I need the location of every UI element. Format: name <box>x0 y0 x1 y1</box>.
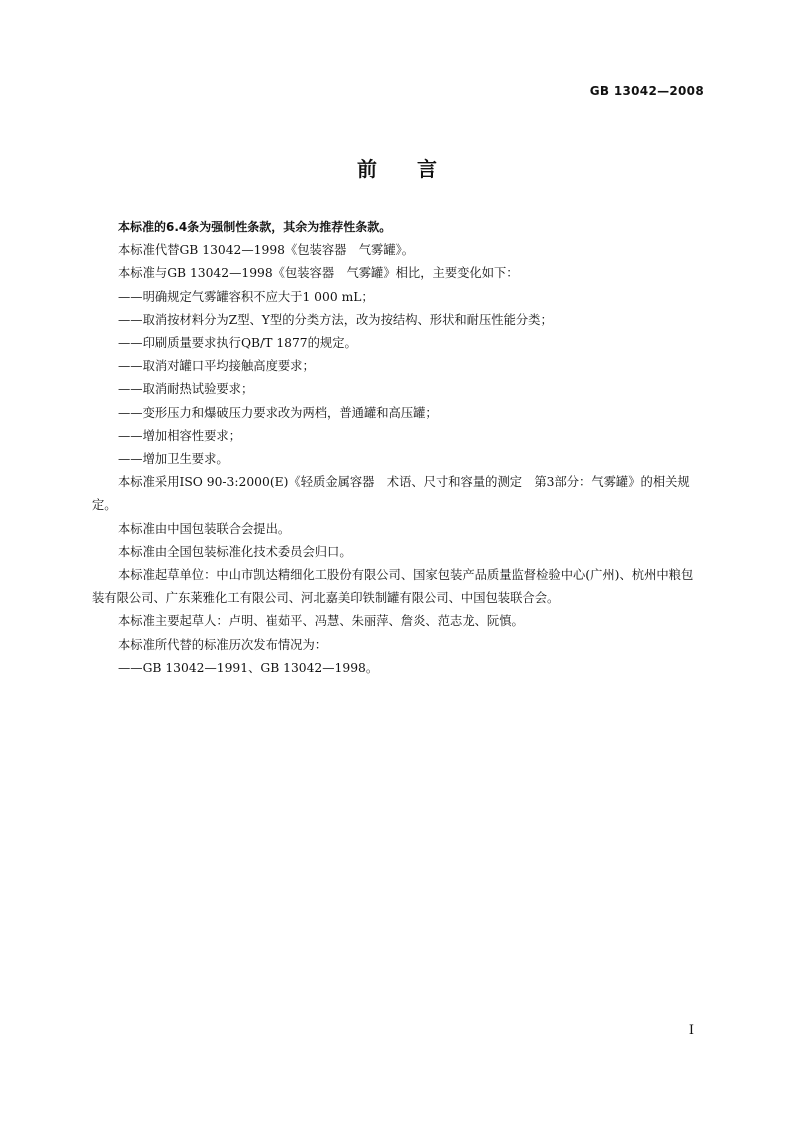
paragraph: 本标准采用ISO 90-3:2000(E)《轻质金属容器 术语、尺寸和容量的测定 第3部分：气雾罐》的相关规定。 <box>92 475 690 513</box>
paragraph: 本标准起草单位：中山市凯达精细化工股份有限公司、国家包装产品质量监督检验中心(广州)、杭州中粮包装有限公司、广东莱雅化工有限公司、河北嘉美印铁制罐有限公司、中国包装联合会。 <box>92 568 694 606</box>
change-list-item: ——增加卫生要求。 <box>118 452 229 467</box>
mandatory-clause-statement: 本标准的6.4条为强制性条款，其余为推荐性条款。 <box>118 220 392 234</box>
change-list-item: ——印刷质量要求执行QB/T 1877的规定。 <box>118 336 357 351</box>
change-list-item: ——取消按材料分为Z型、Y型的分类方法，改为按结构、形状和耐压性能分类； <box>118 312 553 327</box>
change-list-item: ——变形压力和爆破压力要求改为两档，普通罐和高压罐； <box>118 405 438 420</box>
paragraph: 本标准所代替的标准历次发布情况为： <box>118 637 328 652</box>
page-number: I <box>688 1023 694 1038</box>
superseded-list-item: ——GB 13042—1991、GB 13042—1998。 <box>118 660 379 675</box>
change-list-item: ——取消耐热试验要求； <box>118 382 254 397</box>
paragraph: 本标准主要起草人：卢明、崔茹平、冯慧、朱丽萍、詹炎、范志龙、阮慎。 <box>118 614 524 629</box>
change-list-item: ——取消对罐口平均接触高度要求； <box>118 359 315 374</box>
change-list-item: ——明确规定气雾罐容积不应大于1 000 mL； <box>118 289 374 304</box>
paragraph: 本标准由全国包装标准化技术委员会归口。 <box>118 544 352 559</box>
page-title: 前言 <box>357 157 477 181</box>
change-list-item: ——增加相容性要求； <box>118 428 241 443</box>
document-code: GB 13042—2008 <box>589 84 704 98</box>
foreword-body <box>92 216 704 680</box>
paragraph: 本标准代替GB 13042—1998《包装容器 气雾罐》。 <box>118 243 415 258</box>
paragraph: 本标准由中国包装联合会提出。 <box>118 521 291 536</box>
paragraph: 本标准与GB 13042—1998《包装容器 气雾罐》相比，主要变化如下： <box>118 266 519 281</box>
